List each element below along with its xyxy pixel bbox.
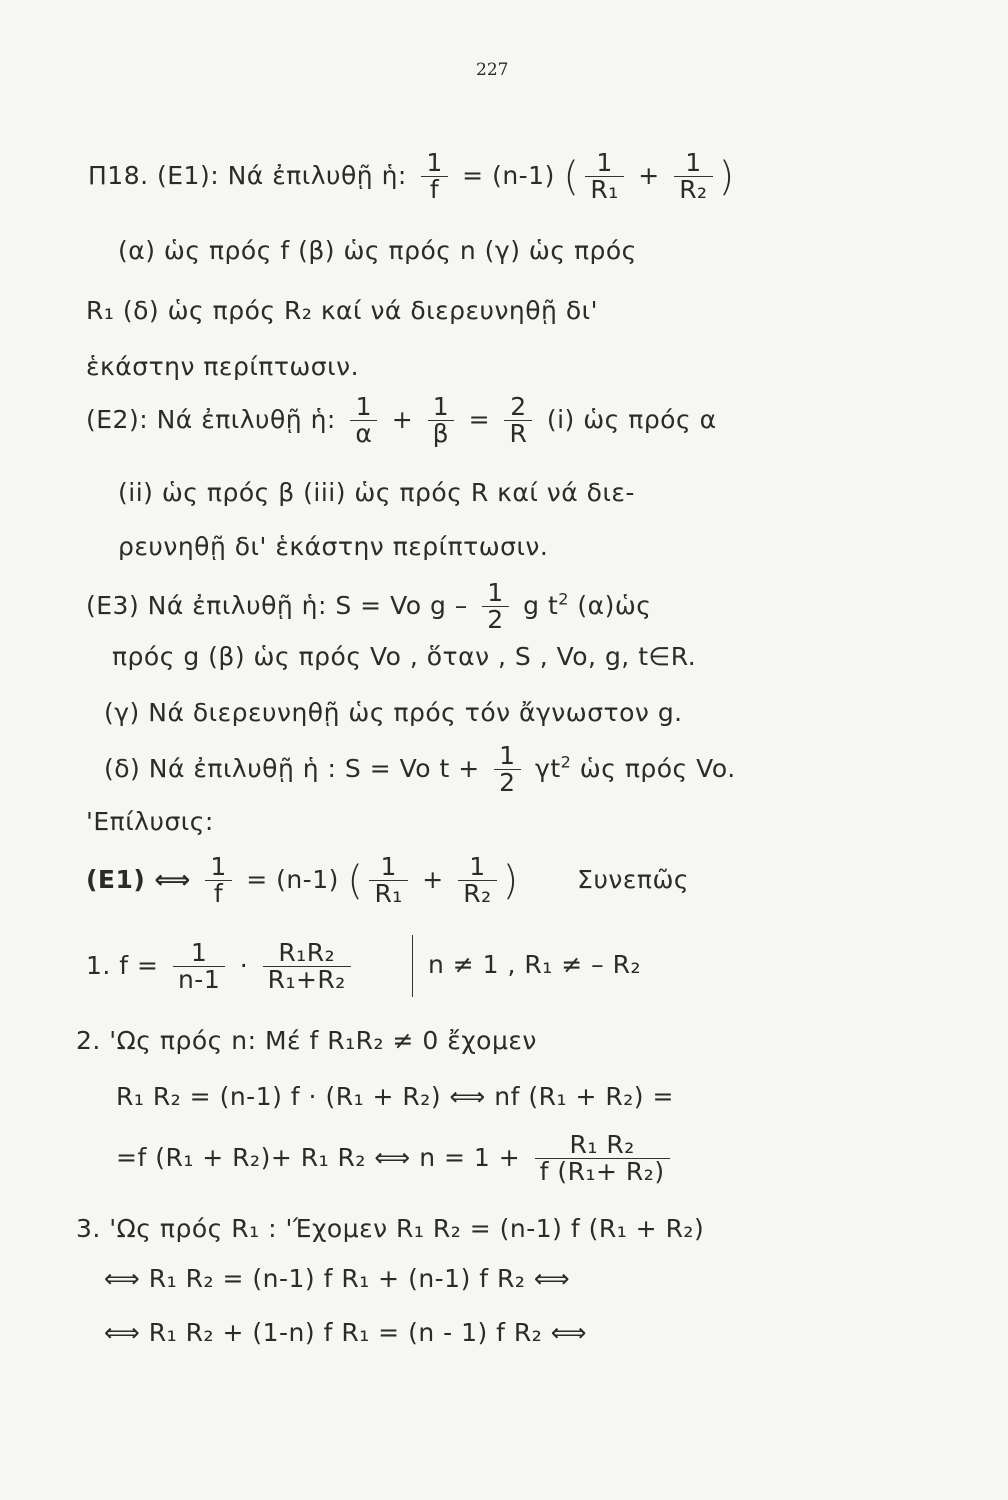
solution-e1-label: (Ε1) ⟺ (86, 864, 191, 894)
e2-tail: (i) ὡς πρός α (546, 404, 717, 434)
e3-line1-start: (Ε3) Νά ἐπιλυθῇ ἡ: S = Vo g – (86, 590, 468, 620)
e3-line2: πρός g (β) ὡς πρός Vo , ὅταν , S , Vo, g, t∈R. (112, 642, 697, 671)
e1-fraction-f: $\frac{1}{f}$ (421, 150, 447, 204)
e1-line4: ἑκάστην περίπτωσιν. (86, 352, 360, 381)
solution-open-paren: ( (347, 857, 364, 904)
e2-fraction-a: $\frac{1}{\alpha}$ (350, 394, 377, 448)
solutions-heading: 'Επίλυσις: (86, 807, 214, 836)
e1-line2: (α) ὡς πρός f (β) ὡς πρός n (γ) ὡς πρός (118, 236, 637, 265)
e1-label: Π18. (Ε1): Νά ἐπιλυθῇ ἡ: (88, 160, 407, 190)
step3-line2: ⟺ R₁ R₂ = (n-1) f R₁ + (n-1) f R₂ ⟺ (104, 1264, 571, 1293)
e3-line4 (104, 743, 736, 797)
e3-fraction-half: $\frac{1}{2}$ (482, 580, 508, 634)
step2-line2: R₁ R₂ = (n-1) f · (R₁ + R₂) ⟺ nf (R₁ + R₂) = (116, 1082, 674, 1111)
e2-equals: = (468, 404, 491, 434)
e1-fraction-r2: $\frac{1}{\text{R₂}}$ (674, 150, 712, 204)
page-number: 227 (476, 60, 509, 80)
step3-line3: ⟺ R₁ R₂ + (1-n) f R₁ = (n - 1) f R₂ ⟺ (104, 1318, 588, 1347)
step1-line (86, 940, 357, 994)
solution-equals: = (n-1) (246, 864, 339, 894)
e3-line4-start: (δ) Νά ἐπιλυθῇ ἡ : S = Vo t + (104, 753, 480, 783)
e2-line3: ρευνηθῇ δι' ἑκάστην περίπτωσιν. (118, 532, 549, 561)
step1-condition: n ≠ 1 , R₁ ≠ – R₂ (428, 950, 642, 979)
e3-line4-end: ὡς πρός Vo. (579, 753, 736, 783)
e3-line1-gt: g t (523, 590, 559, 620)
step2-line3-start: =f (R₁ + R₂)+ R₁ R₂ ⟺ n = 1 + (116, 1142, 521, 1172)
e2-equation-line (86, 394, 717, 448)
step1-label: 1. f = (86, 950, 159, 980)
solution-tail: Συνεπῶς (577, 864, 690, 894)
step2-fraction: $\frac{\text{R₁ R₂}}{\text{f (R₁+ R₂)}}$ (535, 1132, 670, 1186)
e1-line3: R₁ (δ) ὡς πρός R₂ καί νά διερευνηθῇ δι' (86, 296, 598, 325)
step1-dot: · (239, 950, 249, 980)
e2-plus: + (391, 404, 414, 434)
solution-fraction-r1: $\frac{1}{\text{R₁}}$ (369, 854, 407, 908)
solution-e1-line (86, 854, 689, 908)
e3-line4-exponent: 2 (560, 752, 572, 772)
e2-fraction-r: $\frac{2}{R}$ (504, 394, 532, 448)
e3-line1-exponent: 2 (558, 589, 569, 609)
e3-line4-gt: γt (535, 753, 561, 783)
e2-line2: (ii) ὡς πρός β (iii) ὡς πρός R καί νά διε- (118, 478, 635, 507)
step1-fraction-a: $\frac{1}{n-1}$ (173, 940, 225, 994)
e2-label: (Ε2): Νά ἐπιλυθῇ ἡ: (86, 404, 336, 434)
e1-equation-line (88, 150, 735, 204)
step2-line3 (116, 1132, 676, 1186)
e3-line1-end: (α)ὡς (577, 590, 652, 620)
solution-close-paren: ) (502, 857, 519, 904)
e1-fraction-r1: $\frac{1}{\text{R₁}}$ (585, 150, 623, 204)
e1-open-paren: ( (563, 153, 580, 200)
step1-fraction-b: $\frac{\text{R₁R₂}}{\text{R₁+R₂}}$ (263, 940, 351, 994)
e3-line4-fraction: $\frac{1}{2}$ (494, 743, 520, 797)
solution-fraction-f: $\frac{1}{f}$ (205, 854, 231, 908)
step2-line1: 2. 'Ως πρός n: Μέ f R₁R₂ ≠ 0 ἔχομεν (76, 1026, 537, 1055)
step3-line1: 3. 'Ως πρός R₁ : 'Έχομεν R₁ R₂ = (n-1) f (R₁ + R₂) (76, 1214, 705, 1243)
e1-equals: = (n-1) (462, 160, 555, 190)
solution-plus: + (422, 864, 444, 894)
e1-plus: + (638, 160, 660, 190)
e3-line3: (γ) Νά διερευνηθῇ ὡς πρός τόν ἄγνωστον g. (104, 698, 683, 727)
e3-line1 (86, 580, 652, 634)
e2-fraction-b: $\frac{1}{\beta}$ (428, 394, 454, 448)
e1-close-paren: ) (718, 153, 735, 200)
condition-divider (412, 935, 413, 997)
solution-fraction-r2: $\frac{1}{\text{R₂}}$ (458, 854, 496, 908)
